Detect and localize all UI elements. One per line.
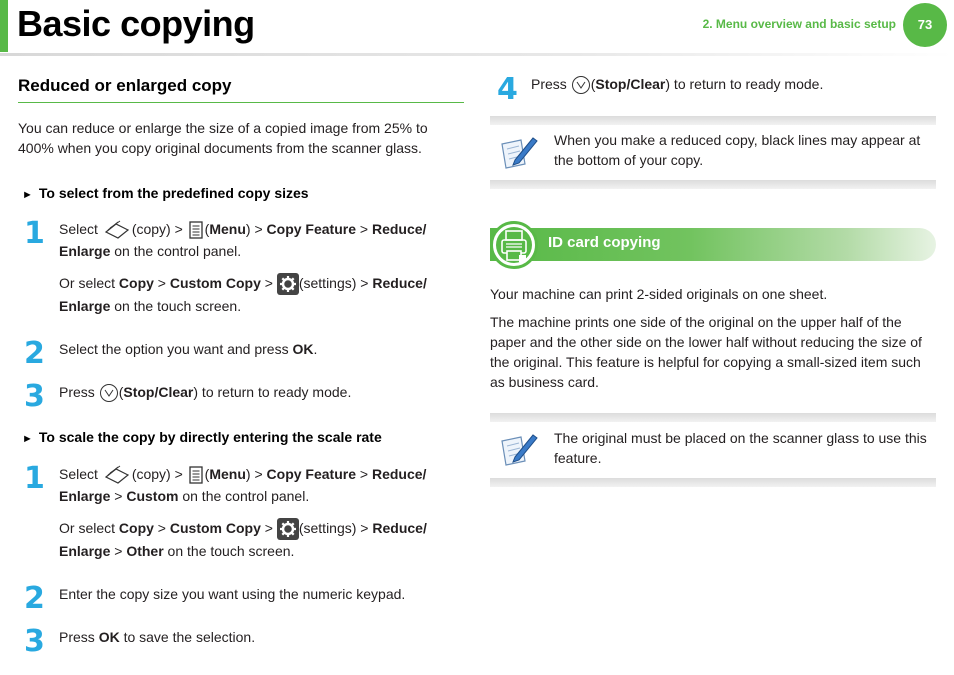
printer-icon xyxy=(490,221,538,269)
note-bottom-bar xyxy=(490,180,936,189)
step-1-instruction: Select (copy) > (Menu) > Copy Feature > Reduce/ Enlarge > Custom on the control panel. xyxy=(59,466,427,505)
note-pen-icon xyxy=(499,431,539,467)
step-1-alternative: Or select Copy > Custom Copy > (settings) > Reduce/ Enlarge > Other on the touch screen. xyxy=(59,520,427,560)
step-number: 2 xyxy=(24,581,45,616)
page-number-badge: 73 xyxy=(903,3,947,47)
intro-paragraph: You can reduce or enlarge the size of a copied image from 25% to 400% when you copy original documents from the scanner glass. xyxy=(18,120,428,156)
step-3-instruction: Press OK to save the selection. xyxy=(59,629,256,645)
settings-gear-icon xyxy=(277,273,299,295)
step-number: 2 xyxy=(24,336,45,371)
copy-icon xyxy=(102,465,130,485)
note-reduced-copy: When you make a reduced copy, black lines may appear at the bottom of your copy. xyxy=(554,132,921,168)
header-accent-bar xyxy=(0,0,8,52)
step-number: 3 xyxy=(24,624,45,659)
triangle-bullet-icon: ► xyxy=(22,433,33,445)
settings-gear-icon xyxy=(277,518,299,540)
copy-icon xyxy=(102,220,130,240)
section-rule xyxy=(18,102,464,103)
step-number: 1 xyxy=(24,461,45,496)
page-title: Basic copying xyxy=(17,3,255,44)
stop-clear-icon xyxy=(571,75,591,95)
step-number: 3 xyxy=(24,379,45,414)
step-number: 4 xyxy=(497,72,518,107)
menu-icon xyxy=(187,465,205,485)
note-pen-icon xyxy=(499,134,539,170)
step-1-alternative: Or select Copy > Custom Copy > (settings) > Reduce/ Enlarge on the touch screen. xyxy=(59,275,427,315)
note-top-bar xyxy=(490,116,936,125)
menu-icon xyxy=(187,220,205,240)
id-card-paragraph-1: Your machine can print 2-sided originals on one sheet. xyxy=(490,286,828,302)
step-4-instruction: Press (Stop/Clear) to return to ready mode. xyxy=(531,73,931,95)
step-number: 1 xyxy=(24,216,45,251)
step-1-instruction: Select (copy) > (Menu) > Copy Feature > Reduce/ Enlarge on the control panel. xyxy=(59,221,427,260)
step-2-instruction: Select the option you want and press OK. xyxy=(59,341,318,357)
subheading-predefined: ► To select from the predefined copy sizes xyxy=(22,185,309,201)
chapter-link[interactable]: 2. Menu overview and basic setup xyxy=(702,17,896,31)
step-2-instruction: Enter the copy size you want using the numeric keypad. xyxy=(59,586,406,602)
section-title: ID card copying xyxy=(548,234,661,251)
id-card-paragraph-2: The machine prints one side of the original on the upper half of the paper and the other side on the lower half without reducing the size of the original. This feature is helpful for copying a small-sized item such as business card. xyxy=(490,314,922,390)
section-heading: Reduced or enlarged copy xyxy=(18,76,232,95)
subheading-scale: ► To scale the copy by directly entering the scale rate xyxy=(22,429,382,445)
step-3-instruction: Press (Stop/Clear) to return to ready mode. xyxy=(59,381,459,403)
stop-clear-icon xyxy=(99,383,119,403)
note-top-bar xyxy=(490,413,936,422)
note-scanner-glass: The original must be placed on the scanner glass to use this feature. xyxy=(554,430,927,466)
note-bottom-bar xyxy=(490,478,936,487)
header-divider xyxy=(0,53,954,56)
triangle-bullet-icon: ► xyxy=(22,189,33,201)
